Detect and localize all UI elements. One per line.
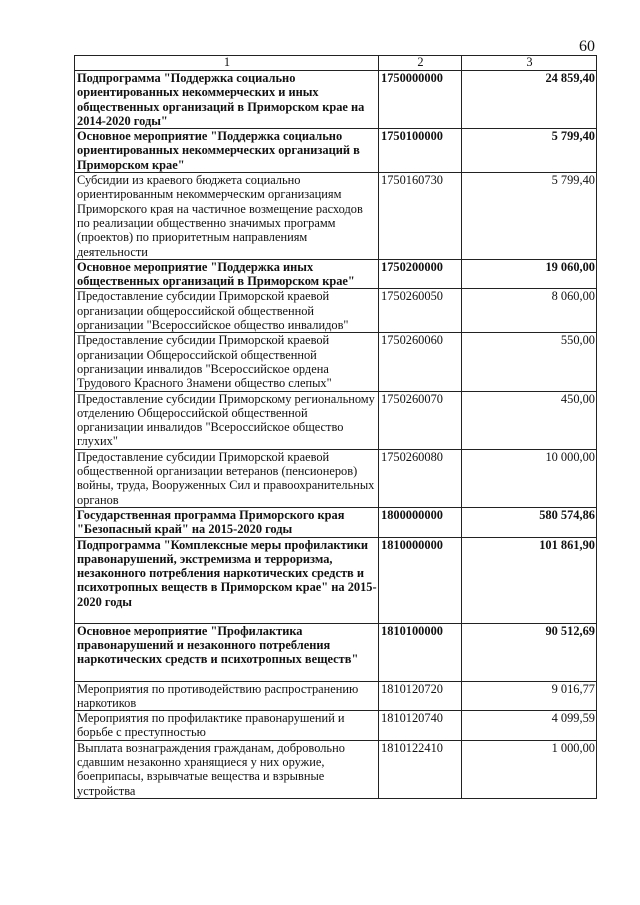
table-row xyxy=(75,71,597,129)
page-number: 60 xyxy=(579,38,595,55)
item-name: Мероприятия по противодействию распространению наркотиков xyxy=(75,681,379,711)
item-name: Предоставление субсидии Приморской краевой общественной организации ветеранов (пенсионеров) войны, труда, Вооруженных Сил и правоохранительных органов xyxy=(75,449,379,507)
table-row xyxy=(75,449,597,507)
item-code: 1750260070 xyxy=(379,391,462,449)
item-amount: 1 000,00 xyxy=(462,740,597,798)
table-row xyxy=(75,289,597,333)
item-name: Субсидии из краевого бюджета социально ориентированным некоммерческим организациям Приморского края на частичное возмещение расходов по реализации общественно значимых программ (проектов) по приоритетным направлениям деятельности xyxy=(75,173,379,260)
budget-table xyxy=(74,55,597,799)
table-row xyxy=(75,259,597,289)
item-name: Основное мероприятие "Поддержка иных общественных организаций в Приморском крае" xyxy=(75,259,379,289)
item-code: 1810000000 xyxy=(379,537,462,623)
table-row xyxy=(75,391,597,449)
table-row xyxy=(75,537,597,623)
item-name: Государственная программа Приморского края "Безопасный край" на 2015-2020 годы xyxy=(75,507,379,537)
item-amount: 90 512,69 xyxy=(462,623,597,681)
table-row xyxy=(75,740,597,798)
item-name: Предоставление субсидии Приморской краевой организации Общероссийской общественной организации инвалидов "Всероссийское ордена Трудового Красного Знамени общество слепых" xyxy=(75,333,379,391)
item-name: Основное мероприятие "Поддержка социально ориентированных некоммерческих организаций в Приморском крае" xyxy=(75,129,379,173)
item-name: Предоставление субсидии Приморскому региональному отделению Общероссийской общественной организации инвалидов "Всероссийское общество глухих" xyxy=(75,391,379,449)
column-header-3: 3 xyxy=(462,56,597,71)
table-row xyxy=(75,507,597,537)
item-amount: 10 000,00 xyxy=(462,449,597,507)
item-code: 1810122410 xyxy=(379,740,462,798)
item-amount: 101 861,90 xyxy=(462,537,597,623)
item-code: 1750100000 xyxy=(379,129,462,173)
column-header-2: 2 xyxy=(379,56,462,71)
item-amount: 8 060,00 xyxy=(462,289,597,333)
item-name: Мероприятия по профилактике правонарушений и борьбе с преступностью xyxy=(75,711,379,741)
table-row xyxy=(75,173,597,260)
item-name: Предоставление субсидии Приморской краевой организации общероссийской общественной организации "Всероссийское общество инвалидов" xyxy=(75,289,379,333)
item-amount: 550,00 xyxy=(462,333,597,391)
item-amount: 9 016,77 xyxy=(462,681,597,711)
item-name: Основное мероприятие "Профилактика правонарушений и незаконного потребления наркотических средств и психотропных веществ" xyxy=(75,623,379,681)
table-body xyxy=(75,71,597,799)
item-amount: 4 099,59 xyxy=(462,711,597,741)
table-row xyxy=(75,623,597,681)
column-header-1: 1 xyxy=(75,56,379,71)
item-amount: 24 859,40 xyxy=(462,71,597,129)
item-code: 1810100000 xyxy=(379,623,462,681)
item-code: 1750260060 xyxy=(379,333,462,391)
item-amount: 5 799,40 xyxy=(462,173,597,260)
table-row xyxy=(75,129,597,173)
item-name: Подпрограмма "Поддержка социально ориентированных некоммерческих и иных общественных организаций в Приморском крае на 2014-2020 годы" xyxy=(75,71,379,129)
item-name: Выплата вознаграждения гражданам, добровольно сдавшим незаконно хранящиеся у них оружие, боеприпасы, взрывчатые вещества и взрывные устройства xyxy=(75,740,379,798)
item-code: 1800000000 xyxy=(379,507,462,537)
item-amount: 580 574,86 xyxy=(462,507,597,537)
table-row xyxy=(75,333,597,391)
table-row xyxy=(75,681,597,711)
table-row xyxy=(75,711,597,741)
item-amount: 450,00 xyxy=(462,391,597,449)
item-code: 1750000000 xyxy=(379,71,462,129)
item-code: 1810120720 xyxy=(379,681,462,711)
item-amount: 5 799,40 xyxy=(462,129,597,173)
item-code: 1750160730 xyxy=(379,173,462,260)
item-code: 1750260050 xyxy=(379,289,462,333)
item-code: 1750200000 xyxy=(379,259,462,289)
item-amount: 19 060,00 xyxy=(462,259,597,289)
item-code: 1750260080 xyxy=(379,449,462,507)
table-header-row xyxy=(75,56,597,71)
item-code: 1810120740 xyxy=(379,711,462,741)
item-name: Подпрограмма "Комплексные меры профилактики правонарушений, экстремизма и терроризма, незаконного потребления наркотических средств и психотропных веществ в Приморском крае" на 2015-2020 годы xyxy=(75,537,379,623)
